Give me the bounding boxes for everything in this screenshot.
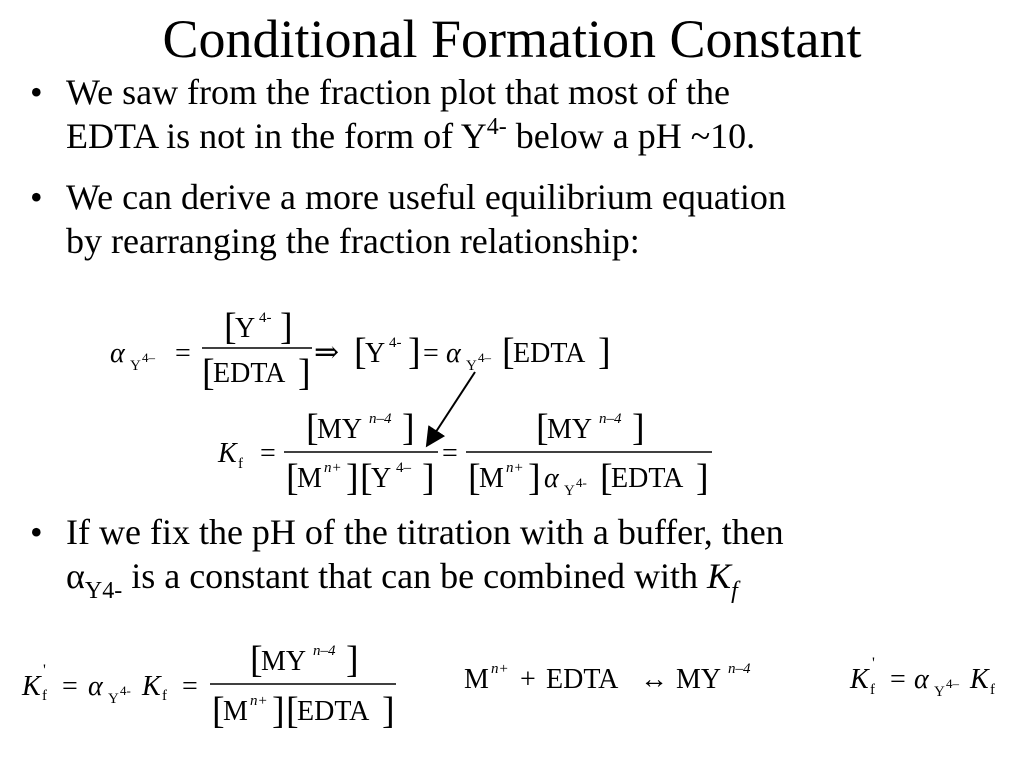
eq1-num-lbr: [ — [224, 306, 237, 348]
eq4-alpha-sub-charge: 4– — [946, 676, 959, 691]
eq2-den-m-charge: n+ — [324, 460, 342, 476]
eq2-den2-edta-rbr: ] — [696, 457, 709, 499]
eq1-rhs-rbr: ] — [408, 331, 421, 373]
eq2-den-m-rbr: ] — [346, 457, 359, 499]
equation-kf-prime — [21, 639, 396, 732]
eq1-rhs-edta-lbr: [ — [502, 331, 515, 373]
eq3-den-m-charge: n+ — [250, 693, 268, 709]
eq2-den-m: M — [297, 463, 322, 494]
bullet-1-line-1: We saw from the fraction plot that most of the — [66, 72, 730, 112]
eq3-num-exp: n–4 — [313, 643, 336, 659]
eq1-rhs-alpha-sub-y: Y — [466, 358, 477, 374]
eq2-den2-m-charge: n+ — [506, 460, 524, 476]
reaction-equation — [464, 661, 751, 695]
eq3-alpha: α — [88, 671, 103, 702]
eq1-num-charge: 4- — [259, 310, 272, 326]
eq2-den-m-lbr: [ — [286, 457, 299, 499]
eq2-num-rbr: ] — [402, 407, 415, 449]
eq3-num-rbr: ] — [346, 639, 359, 681]
eq1-rhs-lbr: [ — [354, 331, 367, 373]
eq3-alpha-sub-y: Y — [108, 691, 119, 707]
eq2-num-lbr: [ — [306, 407, 319, 449]
eq1-alpha: α — [110, 338, 125, 369]
eq1-rhs-equals: = — [423, 338, 439, 369]
bullet-2-line-2: by rearranging the fraction relationship: — [66, 221, 640, 261]
rxn-plus: + — [520, 664, 536, 695]
eq1-den-lbr: [ — [202, 352, 215, 394]
y4-charge: 4- — [486, 114, 507, 140]
bullet-1-line-2-post: below a pH ~10. — [506, 116, 756, 156]
eq3-den-edta-lbr: [ — [286, 690, 299, 732]
eq1-rhs-y: Y — [365, 338, 386, 369]
alpha-symbol: α — [66, 556, 85, 596]
eq3-k-sub: f — [42, 688, 47, 704]
eq2-num2-exp: n–4 — [599, 411, 622, 427]
eq2-k: K — [218, 438, 237, 469]
bullet-2-line-1: We can derive a more useful equilibrium equation — [66, 177, 786, 217]
eq1-num-rbr: ] — [280, 306, 293, 348]
rxn-arrow: ↔ — [640, 664, 668, 695]
eq1-equals: = — [175, 338, 191, 369]
substitution-arrow — [428, 372, 475, 444]
eq2-den2-edta: EDTA — [611, 463, 684, 494]
eq4-kf-sub: f — [990, 682, 995, 698]
eq4-k-prime: ' — [872, 655, 875, 672]
equation-alpha-fraction — [110, 306, 611, 394]
eq3-kf: K — [142, 671, 161, 702]
eq4-kf: K — [970, 664, 989, 695]
eq3-num-my: MY — [261, 646, 307, 677]
eq1-rhs-alpha: α — [446, 338, 461, 369]
eq2-den2-alpha-sub-y: Y — [564, 483, 575, 499]
eq1-rhs-edta: EDTA — [513, 338, 586, 369]
bullet-1-line-2-pre: EDTA is not in the form of Y — [66, 116, 487, 156]
eq2-den-y: Y — [371, 463, 392, 494]
eq3-den-m: M — [223, 696, 248, 727]
implies-arrow: ⇒ — [314, 336, 340, 369]
eq1-den-rbr: ] — [298, 352, 311, 394]
equation-summary — [849, 655, 995, 700]
eq4-alpha-sub-y: Y — [934, 684, 945, 700]
eq3-kf-sub: f — [162, 688, 167, 704]
eq4-equals: = — [890, 664, 906, 695]
eq1-den-edta: EDTA — [213, 358, 286, 389]
eq2-k-sub: f — [238, 456, 243, 472]
rxn-my-exp: n–4 — [728, 661, 751, 677]
eq1-alpha-sub-charge: 4– — [142, 350, 155, 365]
eq3-alpha-sub-charge: 4- — [120, 683, 131, 698]
eq2-den2-m-lbr: [ — [468, 457, 481, 499]
eq3-k: K — [22, 671, 41, 702]
eq2-den2-m: M — [479, 463, 504, 494]
eq2-num2-my: MY — [547, 414, 593, 445]
eq2-den-y-rbr: ] — [422, 457, 435, 499]
eq3-den-edta: EDTA — [297, 696, 370, 727]
rxn-m-charge: n+ — [491, 661, 509, 677]
eq3-den-edta-rbr: ] — [382, 690, 395, 732]
eq2-den-y-charge: 4– — [396, 460, 411, 476]
eq3-equals-2: = — [182, 671, 198, 702]
eq3-equals-1: = — [62, 671, 78, 702]
eq2-den2-m-rbr: ] — [528, 457, 541, 499]
eq3-den-m-rbr: ] — [272, 690, 285, 732]
eq2-den-y-lbr: [ — [360, 457, 373, 499]
eq2-equals-1: = — [260, 438, 276, 469]
bullet-3-line-2-mid: is a constant that can be combined with — [122, 556, 708, 596]
rxn-edta: EDTA — [546, 664, 619, 695]
eq4-alpha: α — [914, 664, 929, 695]
eq1-num-y: Y — [235, 313, 256, 344]
equation-kf — [217, 407, 712, 499]
alpha-subscript: Y4- — [84, 578, 123, 604]
eq2-num2-rbr: ] — [632, 407, 645, 449]
eq3-den-m-lbr: [ — [212, 690, 225, 732]
eq2-num-exp: n–4 — [369, 411, 392, 427]
eq2-num-my: MY — [317, 414, 363, 445]
eq4-k-sub: f — [870, 682, 875, 698]
rxn-m: M — [464, 664, 489, 695]
k-symbol: K — [707, 556, 732, 596]
slide-title: Conditional Formation Constant — [162, 9, 862, 69]
rxn-my: MY — [676, 664, 722, 695]
eq2-den2-alpha: α — [544, 463, 559, 494]
k-subscript: f — [731, 578, 738, 604]
eq2-den2-alpha-sub-charge: 4- — [576, 475, 587, 490]
eq3-num-lbr: [ — [250, 639, 263, 681]
eq2-den2-edta-lbr: [ — [600, 457, 613, 499]
eq3-k-prime: ' — [43, 662, 46, 679]
eq1-rhs-alpha-sub-charge: 4– — [478, 350, 491, 365]
eq2-num2-lbr: [ — [536, 407, 549, 449]
eq4-k: K — [850, 664, 869, 695]
eq1-rhs-charge: 4- — [389, 335, 402, 351]
eq1-rhs-edta-rbr: ] — [598, 331, 611, 373]
eq2-equals-2: = — [442, 438, 458, 469]
bullet-3-line-1: If we fix the pH of the titration with a buffer, then — [66, 512, 784, 552]
eq1-alpha-sub-y: Y — [130, 358, 141, 374]
